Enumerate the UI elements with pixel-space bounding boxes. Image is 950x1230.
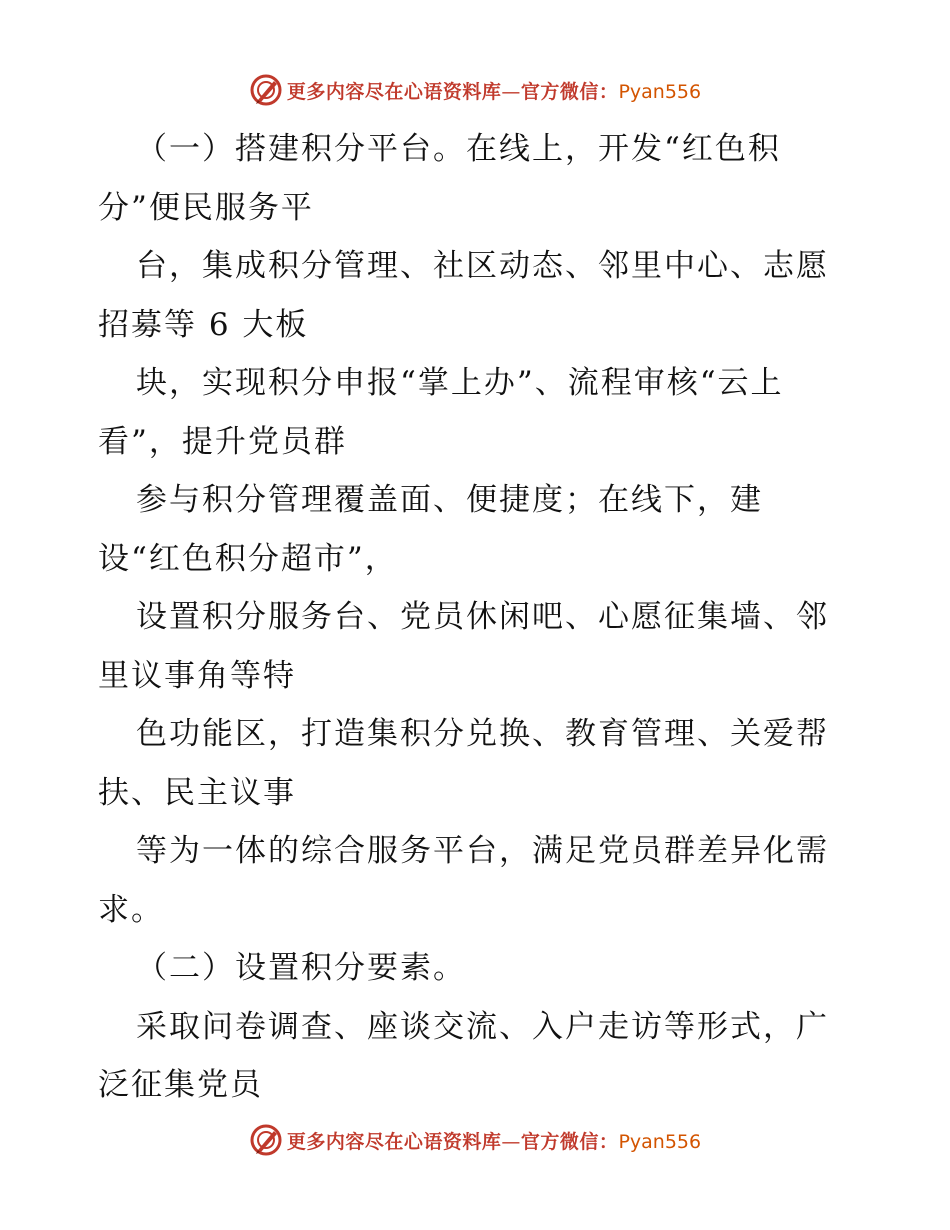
text-line: 采取问卷调查、座谈交流、入户走访等形式，广: [136, 1008, 829, 1045]
text-line: 色功能区，打造集积分兑换、教育管理、关爱帮: [136, 716, 829, 752]
text-line: 台，集成积分管理、社区动态、邻里中心、志愿: [136, 248, 829, 284]
text-line: 求。: [98, 891, 164, 928]
watermark-banner-top: [0, 70, 950, 110]
watermark-content: [249, 70, 701, 110]
text-line: （二）设置积分要素。: [136, 950, 466, 986]
text-line: 等为一体的综合服务平台，满足党员群差异化需: [136, 833, 829, 869]
watermark-text: [287, 77, 701, 104]
text-line: 看”，提升党员群: [98, 423, 347, 460]
text-line: 招募等 6 大板: [98, 306, 309, 343]
text-line: （一）搭建积分平台。在线上，开发“红色积: [136, 131, 781, 167]
watermark-content: [249, 1120, 701, 1160]
watermark-main-text: 更多内容尽在心语资料库: [286, 1130, 502, 1153]
watermark-label: 官方微信：: [520, 1130, 619, 1153]
watermark-label: 官方微信：: [520, 80, 619, 103]
text-line: 参与积分管理覆盖面、便捷度；在线下，建: [136, 482, 763, 518]
pen-logo-icon: [249, 1123, 283, 1157]
text-line: 里议事角等特: [98, 657, 296, 694]
watermark-separator: —: [501, 1130, 521, 1153]
watermark-id: Pyan556: [618, 1130, 702, 1153]
watermark-banner-bottom: [0, 1120, 950, 1160]
text-line: 分”便民服务平: [98, 189, 314, 226]
watermark-separator: —: [501, 80, 521, 103]
text-line: 设置积分服务台、党员休闲吧、心愿征集墙、邻: [136, 599, 829, 635]
watermark-main-text: 更多内容尽在心语资料库: [286, 80, 502, 103]
text-line: 设“红色积分超市”，: [98, 540, 398, 577]
watermark-text: [287, 1127, 701, 1154]
pen-logo-icon: [249, 73, 283, 107]
document-body: [98, 120, 858, 1115]
watermark-id: Pyan556: [618, 80, 702, 103]
text-line: 扶、民主议事: [98, 774, 296, 811]
text-line: 泛征集党员: [98, 1067, 263, 1103]
text-line: 块，实现积分申报“掌上办”、流程审核“云上: [136, 365, 784, 401]
